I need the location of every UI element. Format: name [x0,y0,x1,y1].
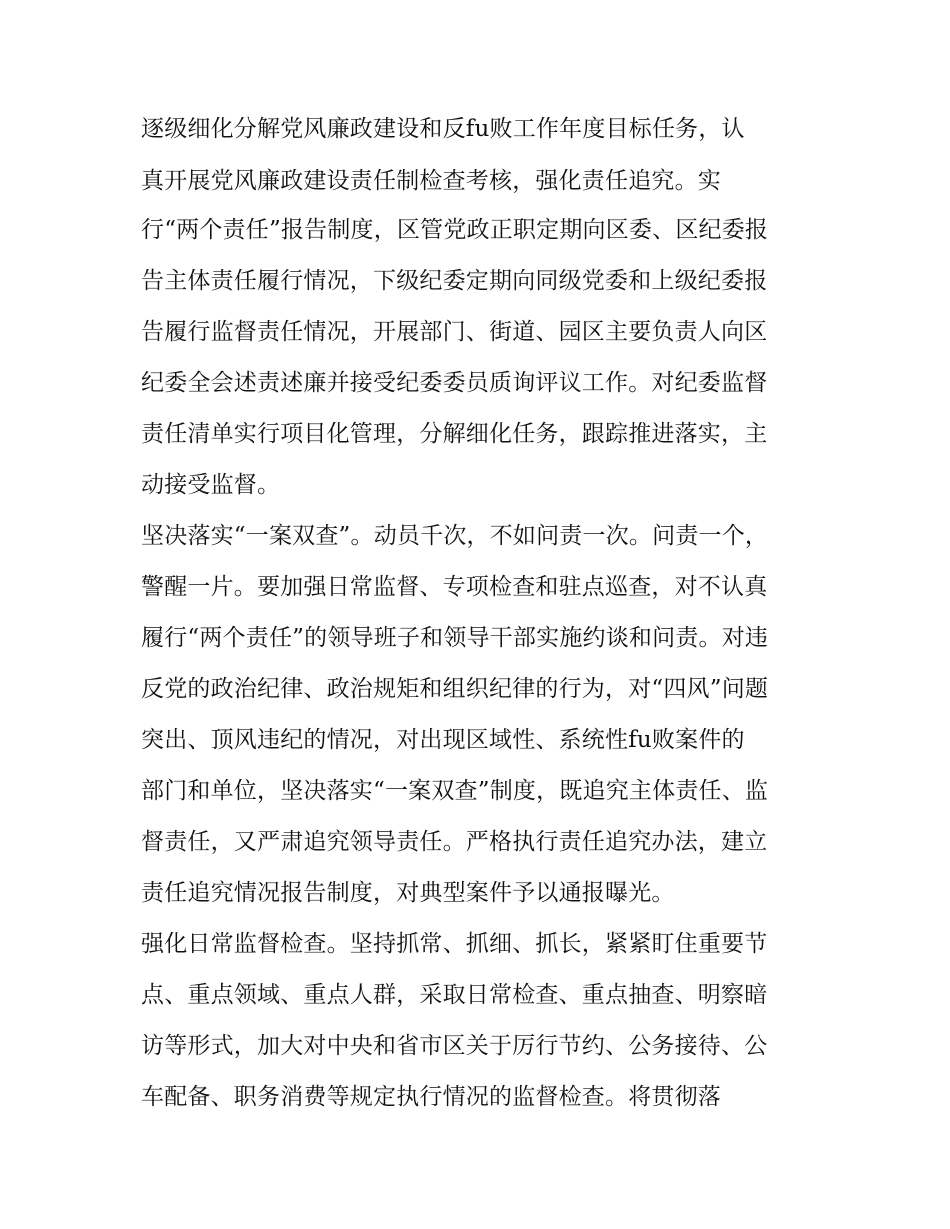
text-line-9: 坚决落实“一案双查”。动员千次，不如问责一次。问责一个， [141,523,769,549]
text-line-5: 告履行监督责任情况，开展部门、街道、园区主要负责人向区 [141,319,768,345]
text-line-8: 动接受监督。 [141,472,281,498]
text-line-15: 督责任，又严肃追究领导责任。严格执行责任追究办法，建立 [141,829,768,855]
text-line-2: 真开展党风廉政建设责任制检查考核，强化责任追究。实 [141,168,721,194]
text-line-12: 反党的政治纪律、政治规矩和组织纪律的行为，对“四风”问题 [141,676,769,702]
text-line-14: 部门和单位，坚决落实“一案双查”制度，既追究主体责任、监 [141,778,769,804]
text-line-3: 行“两个责任”报告制度，区管党政正职定期向区委、区纪委报 [141,217,769,243]
text-line-17: 强化日常监督检查。坚持抓常、抓细、抓长，紧紧盯住重要节 [141,931,768,957]
text-line-11: 履行“两个责任”的领导班子和领导干部实施约谈和问责。对违 [141,625,769,651]
text-line-1: 逐级细化分解党风廉政建设和反fu败工作年度目标任务，认 [141,116,745,142]
text-line-19: 访等形式，加大对中央和省市区关于厉行节约、公务接待、公 [141,1033,768,1059]
text-line-7: 责任清单实行项目化管理，分解细化任务，跟踪推进落实，主 [141,421,768,447]
text-line-4: 告主体责任履行情况，下级纪委定期向同级党委和上级纪委报 [141,268,768,294]
text-line-10: 警醒一片。要加强日常监督、专项检查和驻点巡查，对不认真 [141,574,768,600]
text-line-6: 纪委全会述责述廉并接受纪委委员质询评议工作。对纪委监督 [141,370,768,396]
text-line-13: 突出、顶风违纪的情况，对出现区域性、系统性fu败案件的 [141,727,745,753]
text-line-16: 责任追究情况报告制度，对典型案件予以通报曝光。 [141,880,675,906]
text-line-18: 点、重点领域、重点人群，采取日常检查、重点抽查、明察暗 [141,982,768,1008]
text-line-20: 车配备、职务消费等规定执行情况的监督检查。将贯彻落 [141,1084,721,1110]
